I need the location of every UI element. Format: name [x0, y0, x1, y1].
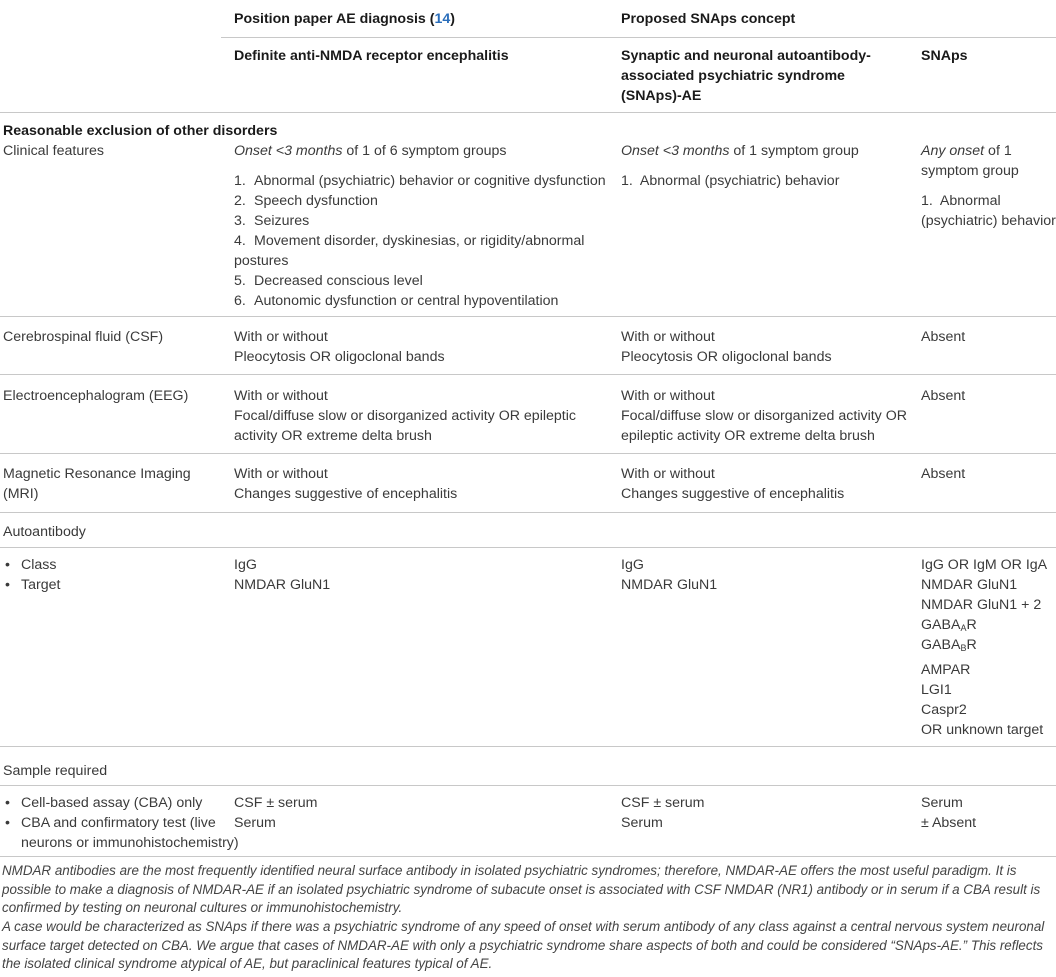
list-item: 1. Abnormal (psychiatric) behavior or cognitive dysfunction: [234, 173, 606, 189]
footnote-2: A case would be characterized as SNAps if there was a psychiatric syndrome of any speed of onset with serum antibody of any class against a central nervous system neuronal surface target detected on CBA. We argue that cases of NMDAR-AE with only a psychiatric syndrome share aspects of both and could be considered “SNAps-AE.” This reflects the isolated clinical syndrome atypical of AE, but paraclinical features typical of AE.: [2, 919, 1045, 972]
eeg-col2: With or without Focal/diffuse slow or disorganized activity OR epileptic activity OR extreme delta brush: [621, 388, 907, 444]
list-item: 2. Speech dysfunction: [234, 193, 378, 209]
autoantibody-sublabels: • Class • Target: [5, 557, 61, 593]
row-divider: [0, 746, 1056, 747]
gaba-b-target: $GABA_BR$: [921, 637, 977, 653]
eeg-label: Electroencephalogram (EEG): [3, 388, 189, 404]
csf-col2: With or without Pleocytosis OR oligoclonal bands: [621, 329, 832, 365]
list-item: 4. Movement disorder, dyskinesias, or rigidity/abnormal: [234, 233, 585, 249]
col1-subtitle: Definite anti-NMDA receptor encephalitis: [234, 48, 509, 64]
sample-label: Sample required: [3, 763, 108, 779]
clinical-col1: [234, 141, 606, 311]
table-bottom-rule: [0, 856, 1056, 857]
row-divider: [0, 785, 1056, 786]
row-divider: [0, 453, 1056, 454]
header-divider: [221, 37, 1056, 38]
col3-subtitle: SNAps: [921, 48, 968, 64]
col2-title: Proposed SNAps concept: [621, 11, 796, 27]
footnote-1: NMDAR antibodies are the most frequently identified neural surface antibody in isolated psychiatric syndromes; therefore, NMDAR-AE offers the most useful paradigm. It is possible to make a diagnosis of NMDAR-AE if an isolated psychiatric syndrome of subacute onset is associated with CSF NMDAR (NR1) antibody or in serum if a CBA result is confirmed by testing on neuronal cultures or immunohistochemistry.: [2, 863, 1041, 916]
autoantibody-col2: IgG NMDAR GluN1: [621, 557, 718, 593]
list-item: 6. Autonomic dysfunction or central hypoventilation: [234, 293, 559, 309]
reference-link[interactable]: 14: [434, 11, 451, 27]
mri-col1: With or without Changes suggestive of encephalitis: [234, 466, 458, 502]
clinical-label: Clinical features: [3, 143, 104, 159]
col2-subtitle: Synaptic and neuronal autoantibody- associated psychiatric syndrome (SNAps)-AE: [621, 48, 871, 104]
eeg-col1: With or without Focal/diffuse slow or disorganized activity OR epileptic activity OR extreme delta brush: [234, 388, 576, 444]
csf-col1: With or without Pleocytosis OR oligoclonal bands: [234, 329, 445, 365]
autoantibody-label: Autoantibody: [3, 524, 86, 540]
row-divider: [0, 547, 1056, 548]
sample-col1: CSF ± serum Serum: [234, 795, 318, 831]
clinical-col2: Onset <3 months of 1 symptom group 1. Abnormal (psychiatric) behavior: [621, 143, 859, 189]
row-divider: [0, 512, 1056, 513]
sample-col2: CSF ± serum Serum: [621, 795, 705, 831]
sample-sublabels: • Cell-based assay (CBA) only • CBA and confirmatory test (live neurons or immunohistochemistry): [5, 795, 239, 851]
list-item: 1. Abnormal: [921, 193, 1001, 209]
col1-title: Position paper AE diagnosis (14): [234, 11, 456, 27]
header-bottom-rule: [0, 112, 1056, 113]
row-divider: [0, 316, 1056, 317]
autoantibody-col1: IgG NMDAR GluN1: [234, 557, 331, 593]
mri-col3: Absent: [921, 466, 966, 482]
list-item: 1. Abnormal (psychiatric) behavior: [621, 173, 840, 189]
eeg-col3: Absent: [921, 388, 966, 404]
clinical-col3: Any onset of 1 symptom group 1. Abnormal (psychiatric) behavior: [921, 143, 1056, 229]
section-title: Reasonable exclusion of other disorders: [3, 123, 278, 139]
list-item: 3. Seizures: [234, 213, 310, 229]
gaba-a-target: $GABA_AR$: [921, 617, 977, 633]
list-item-continuation: postures: [234, 253, 289, 269]
sample-col3: Serum ± Absent: [921, 795, 977, 831]
row-divider: [0, 374, 1056, 375]
autoantibody-col3: IgG OR IgM OR IgA NMDAR GluN1 NMDAR GluN1 + 2 $GABA_AR$ $GABA_BR$ AMPAR LGI1 Caspr2 OR unknown target: [921, 557, 1048, 738]
clinical-col1-onset: Onset <3 months of 1 of 6 symptom groups: [234, 143, 507, 159]
csf-label: Cerebrospinal fluid (CSF): [3, 329, 164, 345]
list-item: 5. Decreased conscious level: [234, 273, 423, 289]
csf-col3: Absent: [921, 329, 966, 345]
mri-col2: With or without Changes suggestive of encephalitis: [621, 466, 845, 502]
mri-label: Magnetic Resonance Imaging (MRI): [3, 466, 191, 502]
